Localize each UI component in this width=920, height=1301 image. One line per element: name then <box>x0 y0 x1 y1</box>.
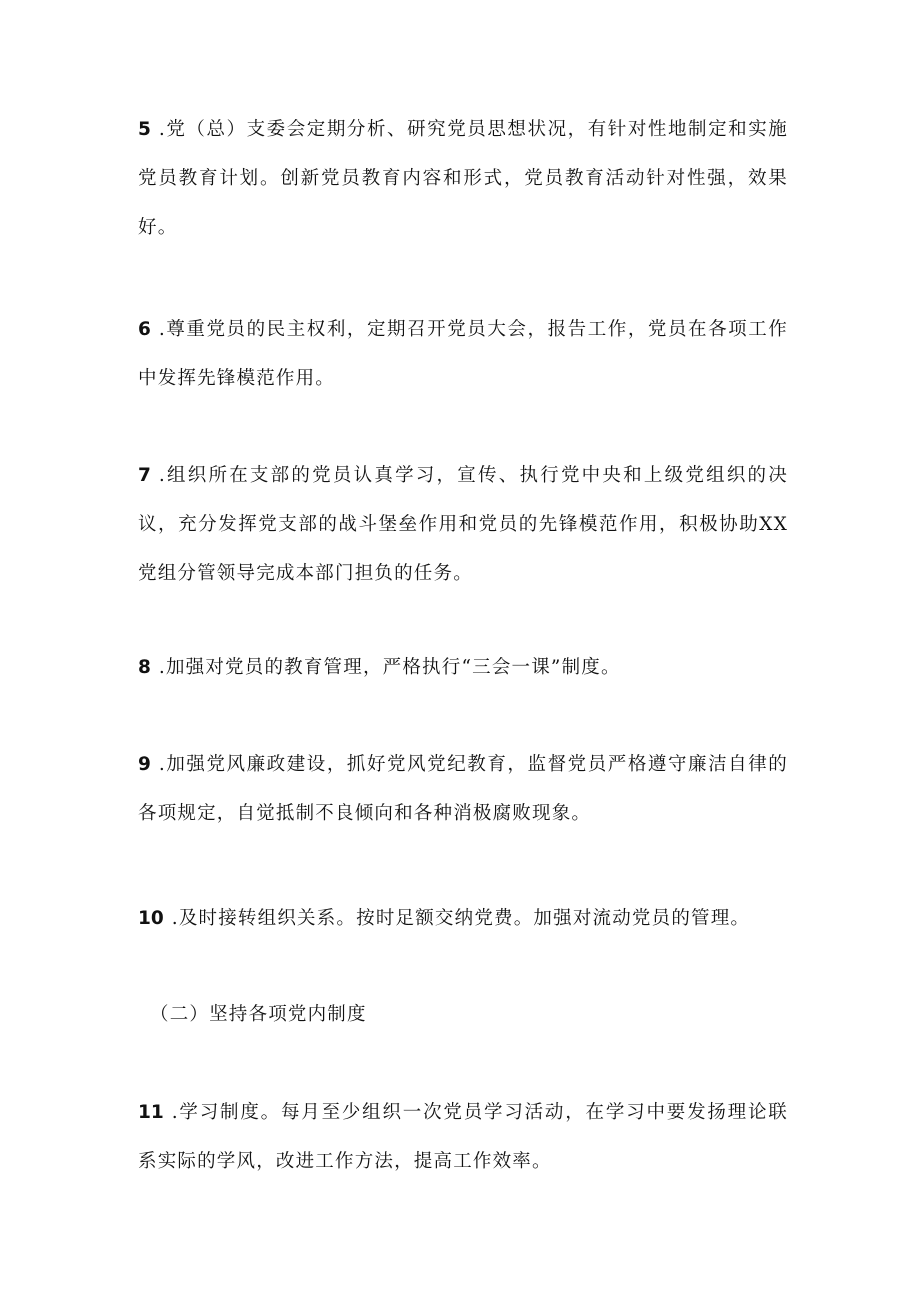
paragraph-8 <box>138 643 788 692</box>
paragraph-text: .组织所在支部的党员认真学习，宣传、执行党中央和上级党组织的决议，充分发挥党支部的战斗堡垒作用和党员的先锋模范作用，积极协助XX党组分管领导完成本部门担负的任务。 <box>138 465 788 584</box>
paragraph-number: 7 <box>138 465 151 486</box>
paragraph-5 <box>138 105 788 252</box>
paragraph-text: .学习制度。每月至少组织一次党员学习活动，在学习中要发扬理论联系实际的学风，改进工作方法，提高工作效率。 <box>138 1102 788 1172</box>
paragraph-11 <box>138 1088 788 1186</box>
paragraph-number: 10 <box>138 908 164 929</box>
paragraph-9 <box>138 740 788 838</box>
paragraph-number: 8 <box>138 657 151 678</box>
paragraph-text: .党（总）支委会定期分析、研究党员思想状况，有针对性地制定和实施党员教育计划。创新党员教育内容和形式，党员教育活动针对性强，效果好。 <box>138 119 788 238</box>
paragraph-number: 11 <box>138 1102 164 1123</box>
paragraph-7 <box>138 451 788 598</box>
paragraph-10 <box>138 894 788 943</box>
paragraph-6 <box>138 305 788 403</box>
paragraph-text: .加强对党员的教育管理，严格执行“三会一课”制度。 <box>158 657 621 678</box>
paragraph-text: .加强党风廉政建设，抓好党风党纪教育，监督党员严格遵守廉洁自律的各项规定，自觉抵制不良倾向和各种消极腐败现象。 <box>138 754 788 824</box>
paragraph-number: 9 <box>138 754 151 775</box>
paragraph-text: .及时接转组织关系。按时足额交纳党费。加强对流动党员的管理。 <box>171 908 751 929</box>
paragraph-number: 6 <box>138 319 151 340</box>
section-heading: （二）坚持各项党内制度 <box>150 1004 367 1025</box>
paragraph-number: 5 <box>138 119 151 140</box>
paragraph-text: .尊重党员的民主权利，定期召开党员大会，报告工作，党员在各项工作中发挥先锋模范作用。 <box>138 319 788 389</box>
